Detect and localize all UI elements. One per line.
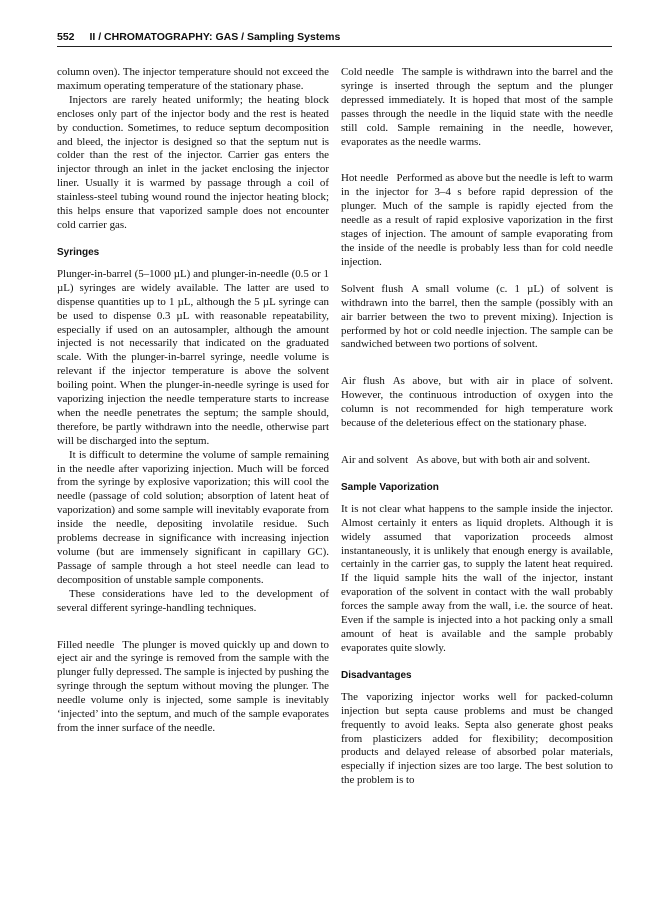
- paragraph-needle-volume: It is difficult to determine the volume of sample remaining in the needle after vaporizing injection. Much will be forced from the syringe by explosive vaporization; this will cool the needle (passage of cold solution; absorption of latent heat of vaporization) and some sample will inevitably evaporate from inside the needle, depositing involatile residue. Such problems decrease in significance with increasing injection volume (but are immensely significant in capillary GC). Passage of sample through a hot steel needle can lead to decomposition of unstable sample components.: [57, 448, 329, 586]
- text-air-flush: As above, but with air in place of solvent. However, the continuous introduction of oxygen into the column is not recommended for high temperature work because of the deleterious effect on the stationary phase.: [341, 375, 613, 430]
- section-heading-disadvantages: Disadvantages: [341, 669, 412, 681]
- paragraph-disadvantages: The vaporizing injector works well for packed-column injection but septa cause problems and must be changed frequently to avoid leaks. Septa also generate ghost peaks from plasticizers added for flexibility; decomposition products and delayed release of absorbed polar materials, especially if injection sizes are too large. The best solution to the problem is to: [341, 690, 613, 787]
- text-solvent-flush: A small volume (c. 1 µL) of solvent is withdrawn into the barrel, then the sample (possibly with an air barrier between the two to prevent mixing). Injection is performed by hot or cold needle injection. The sample can be sandwiched between two portions of solvent.: [341, 282, 613, 351]
- paragraph-filled-needle: [57, 639, 329, 736]
- paragraph-injector-temperature: column oven). The injector temperature should not exceed the maximum operating temperature of the stationary phase.: [57, 66, 329, 92]
- paragraph-solvent-flush: [341, 283, 613, 353]
- term-air-and-solvent: Air and solvent: [341, 453, 409, 466]
- paragraph-injector-heating: Injectors are rarely heated uniformly; the heating block encloses only part of the injector body and the rest is heated by conduction. Sometimes, to reduce septum decomposition and bleed, the injector is designed so that the septum nut is colder than the rest of the injector. Carrier gas enters the injector through an inlet in the jacket enclosing the injector liner. Usually it is warmed by passage through a coil of stainless-steel tubing wound round the injector heating block; this helps ensure that vaporized sample does not encounter cold carrier gas.: [57, 93, 329, 231]
- paragraph-air-flush: [341, 375, 613, 431]
- paragraph-hot-needle: [341, 172, 613, 269]
- paragraph-techniques-intro: These considerations have led to the development of several different syringe-handling techniques.: [57, 587, 329, 614]
- running-header: [57, 31, 612, 43]
- text-filled-needle: The plunger is moved quickly up and down to eject air and the syringe is removed from the sample with the plunger fully depressed. The sample is injected by pushing the syringe through the septum without moving the plunger. The needle volume only is injected, some sample is inevitably ‘injected’ into the septum, and much of the sample evaporates from the inner surface of the needle.: [57, 638, 330, 734]
- text-hot-needle: Performed as above but the needle is left to warm in the injector for 3–4 s before rapid depression of the plunger. Much of the sample is rapidly ejected from the needle as a result of rapid explosive vaporization in the first stages of injection. The amount of sample evaporating from the inside of the needle is probably less than for cold needle injection.: [341, 172, 613, 268]
- text-air-and-solvent: As above, but with both air and solvent.: [416, 453, 591, 466]
- section-heading-sample-vaporization: Sample Vaporization: [341, 481, 439, 493]
- text-cold-needle: The sample is withdrawn into the barrel and the syringe is inserted through the septum and the plunger depressed immediately. It is hoped that most of the sample passes through the needle in the liquid state with the needle still cold. Sample remaining in the needle, however, evaporates as the needle warms.: [341, 66, 613, 148]
- paragraph-sample-vaporization: It is not clear what happens to the sample inside the injector. Almost certainly it enters as liquid droplets. Although it is widely assumed that vaporization proceeds almost instantaneously, it is unlikely that enough energy is available, certainly in the carrier gas, to supply the latent heat required. If the liquid sample hits the wall of the injector, instant evaporation of the solvent in contact with the wall probably forces the sample away from the wall, i.e. the source of heat. Even if the sample is injected into a hot packing only a small amount of heat is available and the sample probably evaporates quite slowly.: [341, 502, 613, 654]
- paragraph-syringe-types: Plunger-in-barrel (5–1000 µL) and plunger-in-needle (0.5 or 1 µL) syringes are widely available. The latter are used to dispense quantities up to 1 µL, although the 5 µL syringe can be used to dispense 0.3 µL with reasonable repeatability, especially if used on an autosampler, although the amount injected is not necessarily that indicated on the graduated scale. With the plunger-in-barrel syringe, needle volume is relevant if the injector temperature is above the solvent boiling point. When the plunger-in-needle syringe is used for vaporizing injection the needle temperature starts to increase when the needle penetrates the septum; the sample should, therefore, be partly withdrawn into the needle, otherwise part will be discharged into the septum.: [57, 267, 329, 447]
- section-heading-syringes: Syringes: [57, 246, 100, 258]
- term-solvent-flush: Solvent flush: [341, 282, 404, 295]
- term-air-flush: Air flush: [341, 375, 385, 388]
- left-column: [57, 66, 329, 736]
- paragraph-air-and-solvent: [341, 454, 613, 468]
- header-rule: [57, 46, 612, 47]
- paragraph-cold-needle: [341, 66, 613, 149]
- term-filled-needle: Filled needle: [57, 638, 115, 651]
- right-column: [341, 66, 613, 788]
- running-title: II / CHROMATOGRAPHY: GAS / Sampling Systems: [89, 31, 341, 43]
- term-hot-needle: Hot needle: [341, 172, 389, 185]
- page-number: 552: [57, 31, 75, 43]
- term-cold-needle: Cold needle: [341, 66, 394, 78]
